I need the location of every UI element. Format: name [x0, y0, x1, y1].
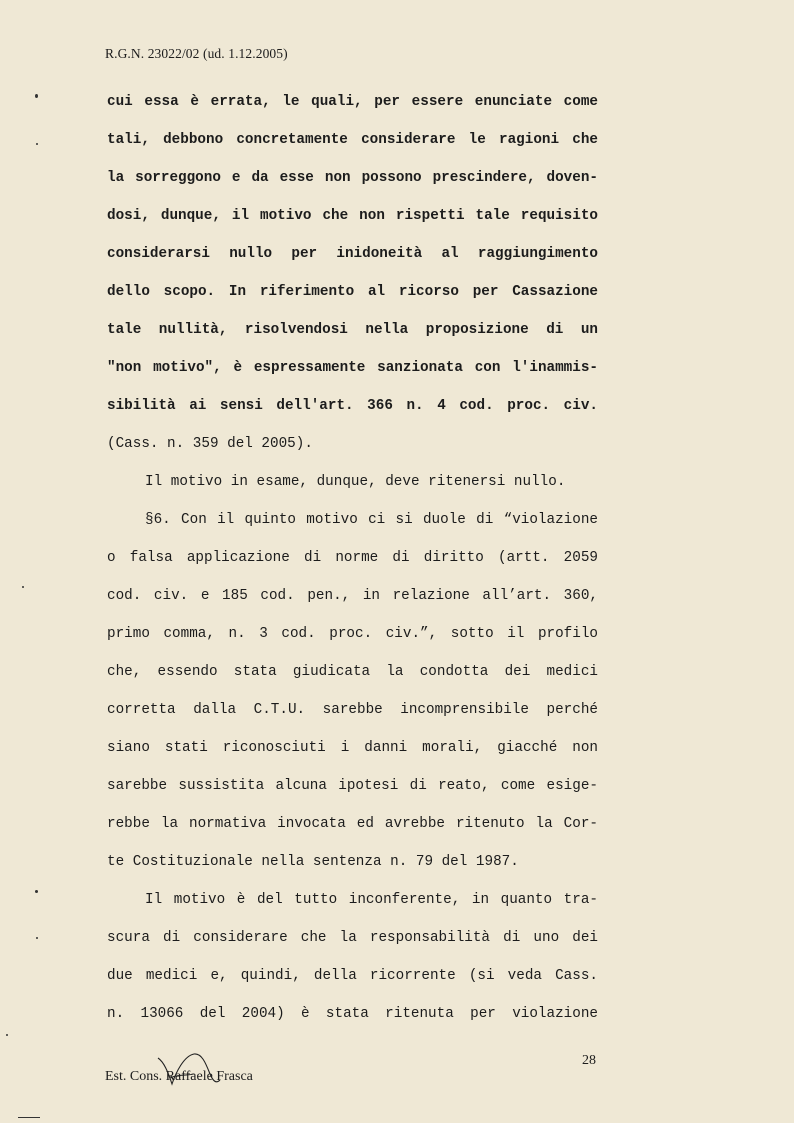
text-line: scura di considerare che la responsabilità di uno dei: [107, 930, 598, 946]
text-line: tale nullità, risolvendosi nella proposizione di un: [107, 322, 598, 338]
page-number: 28: [582, 1053, 596, 1068]
text-line: rebbe la normativa invocata ed avrebbe ritenuto la Cor-: [107, 816, 598, 832]
text-line: due medici e, quindi, della ricorrente (si veda Cass.: [107, 968, 598, 984]
text-line: "non motivo", è espressamente sanzionata con l'inammis-: [107, 360, 598, 376]
footer-signature-line: Est. Cons. Raffaele Frasca: [105, 1069, 253, 1084]
scan-speck: [36, 937, 38, 939]
text-line: primo comma, n. 3 cod. proc. civ.”, sotto il profilo: [107, 626, 598, 642]
case-reference-header: R.G.N. 23022/02 (ud. 1.12.2005): [105, 46, 288, 61]
text-line: (Cass. n. 359 del 2005).: [107, 436, 313, 452]
text-line: cod. civ. e 185 cod. pen., in relazione all’art. 360,: [107, 588, 598, 604]
text-line: dello scopo. In riferimento al ricorso per Cassazione: [107, 284, 598, 300]
text-line: corretta dalla C.T.U. sarebbe incomprensibile perché: [107, 702, 598, 718]
text-line: te Costituzionale nella sentenza n. 79 del 1987.: [107, 854, 519, 870]
scan-speck: [36, 143, 38, 145]
text-line: o falsa applicazione di norme di diritto (artt. 2059: [107, 550, 598, 566]
text-line: la sorreggono e da esse non possono prescindere, doven-: [107, 170, 598, 186]
text-line: sibilità ai sensi dell'art. 366 n. 4 cod. proc. civ.: [107, 398, 598, 414]
text-line: dosi, dunque, il motivo che non rispetti tale requisito: [107, 208, 598, 224]
scan-speck: [35, 94, 38, 98]
text-line: che, essendo stata giudicata la condotta dei medici: [107, 664, 598, 680]
text-line: considerarsi nullo per inidoneità al raggiungimento: [107, 246, 598, 262]
text-line: sarebbe sussistita alcuna ipotesi di reato, come esige-: [107, 778, 598, 794]
scan-speck: [6, 1034, 8, 1036]
text-line: n. 13066 del 2004) è stata ritenuta per violazione: [107, 1006, 598, 1022]
edge-mark: [18, 1117, 40, 1118]
text-line: Il motivo in esame, dunque, deve ritenersi nullo.: [145, 474, 566, 490]
text-line: tali, debbono concretamente considerare le ragioni che: [107, 132, 598, 148]
scan-speck: [22, 586, 24, 588]
text-line: siano stati riconosciuti i danni morali, giacché non: [107, 740, 598, 756]
scan-speck: [35, 890, 38, 893]
text-line: §6. Con il quinto motivo ci si duole di “violazione: [145, 512, 598, 528]
text-line: cui essa è errata, le quali, per essere enunciate come: [107, 94, 598, 110]
text-line: Il motivo è del tutto inconferente, in quanto tra-: [145, 892, 598, 908]
